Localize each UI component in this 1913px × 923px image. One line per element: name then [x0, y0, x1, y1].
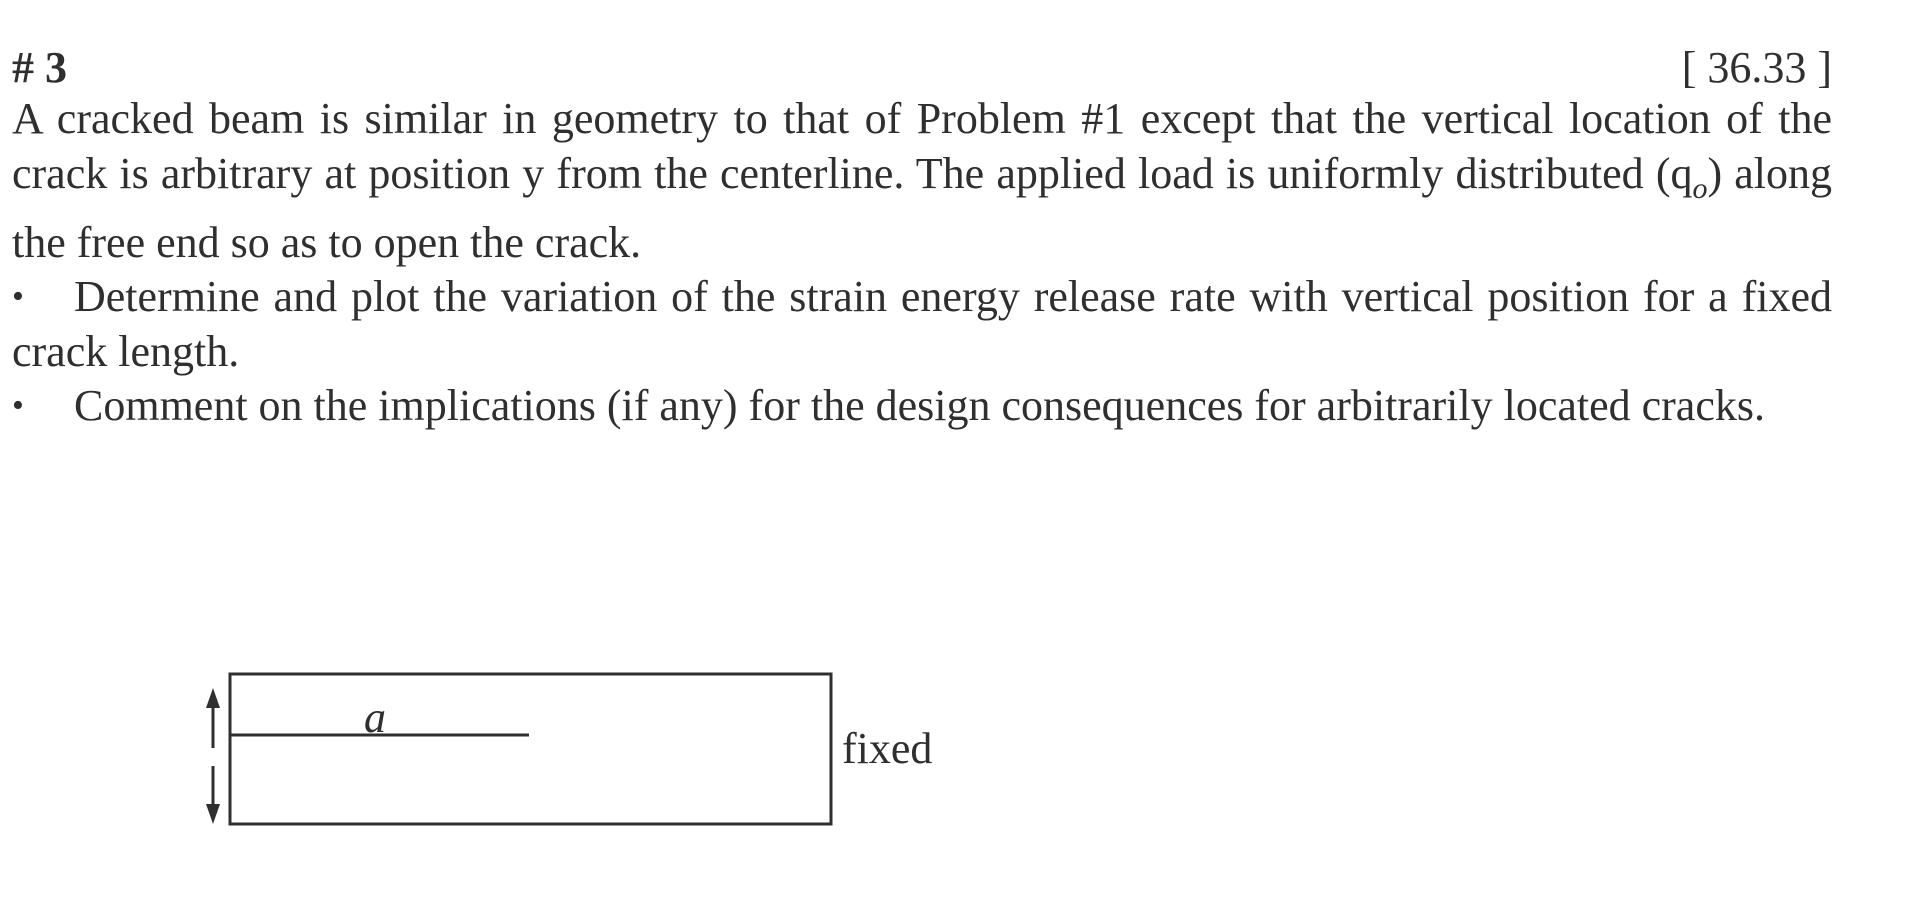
load-symbol-subscript: o — [1692, 171, 1708, 205]
problem-text — [12, 92, 1832, 434]
bullet-text-comment: Comment on the implications (if any) for the design consequences for arbitrarily located cracks. — [74, 381, 1765, 431]
bullet-marker: • — [12, 278, 24, 316]
statement-end: ) along the free end so as to open the crack. — [12, 148, 1833, 267]
fixed-support-label: fixed — [842, 724, 933, 773]
bullet-marker: • — [12, 387, 24, 425]
problem-number: # 3 — [12, 43, 67, 92]
down-arrow-icon — [206, 804, 220, 824]
load-symbol-base: (q — [1655, 148, 1693, 198]
bullet-item-plot — [12, 270, 1832, 379]
crack-length-label: a — [364, 693, 386, 742]
up-arrow-icon — [206, 688, 220, 708]
statement-main: A cracked beam is similar in geometry to that of Problem #1 except that the vertical location of the crack is arbitrary at position y from the centerline. The applied load is uniformly distributed — [12, 94, 1832, 198]
problem-points: [ 36.33 ] — [1681, 43, 1832, 92]
problem-statement — [12, 92, 1832, 270]
bullet-text-plot: Determine and plot the variation of the strain energy release rate with vertical position for a fixed crack length. — [12, 272, 1832, 376]
bullet-item-comment — [12, 379, 1832, 434]
problem-header — [12, 36, 1832, 92]
load-symbol — [1655, 148, 1708, 205]
beam-outline — [230, 674, 831, 824]
